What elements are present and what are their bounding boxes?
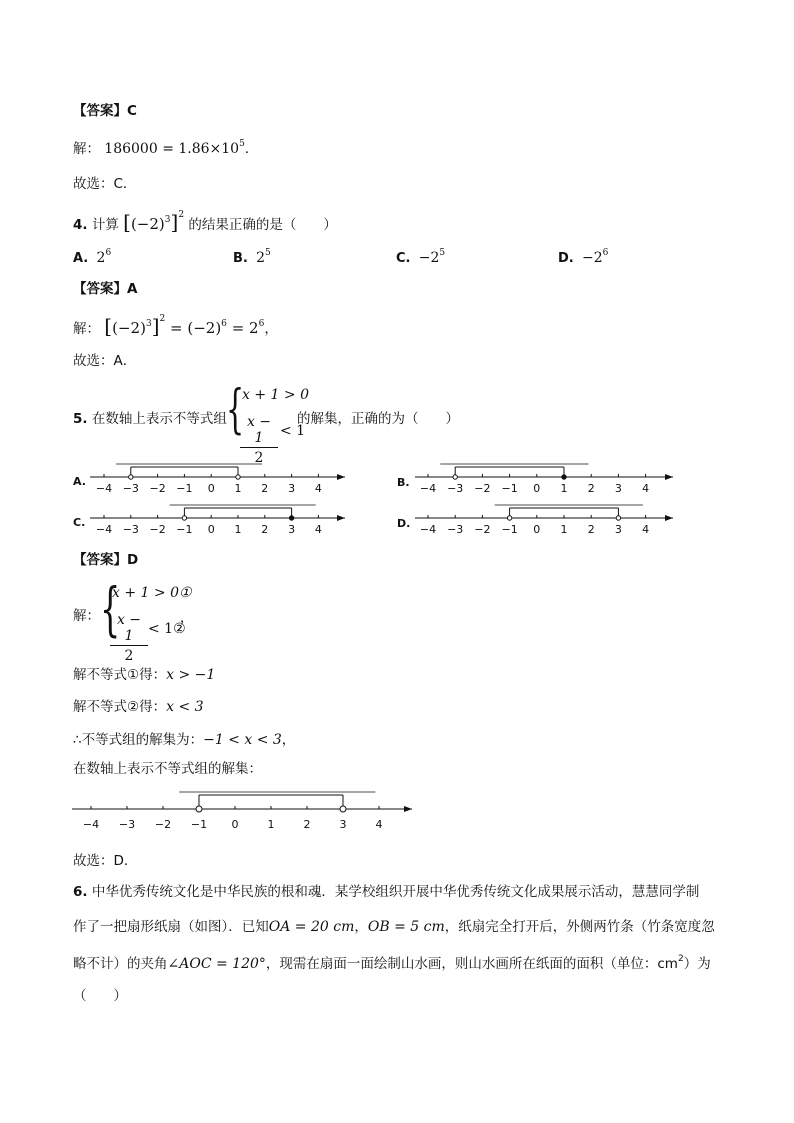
tick-label-5B-1: −3 xyxy=(447,482,464,495)
conclusion-q4: 故选：A． xyxy=(73,353,137,369)
question-6-line-2: 作了一把扇形纸扇（如图）．已知OA = 20 cm，OB = 5 cm，纸扇完全打开后，外侧两竹条（竹条宽度忽 xyxy=(73,919,715,935)
tick-label-5B-4: 0 xyxy=(533,482,541,495)
tick-label-5A-8: 4 xyxy=(314,482,322,495)
tick-label-ans-3: −1 xyxy=(190,818,208,831)
tick-label-5C-2: −2 xyxy=(149,523,166,536)
tick-label-5B-6: 2 xyxy=(587,482,595,495)
option-b: B. xyxy=(397,476,410,489)
endpoint-right-ans xyxy=(340,806,346,812)
question-5-stem-suffix: 的解集，正确的为（ ） xyxy=(297,411,459,427)
option-a: A. $2^6$ xyxy=(73,248,112,266)
tick-label-5B-8: 4 xyxy=(642,482,650,495)
system-brace: { xyxy=(226,380,245,440)
tick-label-ans-7: 3 xyxy=(339,818,347,831)
solution-line-q4: 解： $[(-2)^3]^2 = (-2)^6 = 2^6$， xyxy=(73,314,278,338)
solution-system-brace: { xyxy=(100,575,121,643)
tick-label-5A-1: −3 xyxy=(122,482,139,495)
solution-line-q3: 解： $186000 = 1.86\times 10^5$． xyxy=(73,139,259,157)
tick-label-ans-2: −2 xyxy=(154,818,172,831)
tick-label-5B-2: −2 xyxy=(474,482,491,495)
tick-label-5D-7: 3 xyxy=(614,523,622,536)
tick-label-5D-2: −2 xyxy=(474,523,491,536)
option-c: C. xyxy=(73,516,86,529)
conclusion-q5: 故选：D． xyxy=(73,853,138,869)
endpoint-left-ans xyxy=(196,806,202,812)
solution-inequality-2-rhs: < 1② xyxy=(148,621,186,637)
solution-expression: $186000 = 1.86\times 10^5$ xyxy=(104,139,245,157)
tick-label-5D-4: 0 xyxy=(533,523,541,536)
inequality-1: x + 1 > 0 xyxy=(242,387,309,403)
tick-label-ans-1: −3 xyxy=(118,818,136,831)
answer-line-q5: 【答案】D xyxy=(73,552,139,568)
tick-label-5D-3: −1 xyxy=(501,523,518,536)
endpoint-left-5B xyxy=(453,475,457,479)
axis-arrow-5D xyxy=(665,515,673,521)
step-4: 在数轴上表示不等式组的解集： xyxy=(73,761,262,777)
tick-label-5B-5: 1 xyxy=(560,482,568,495)
tick-label-ans-5: 1 xyxy=(267,818,275,831)
tick-label-ans-6: 2 xyxy=(303,818,311,831)
step-2: 解不等式②得：x < 3 xyxy=(73,699,204,715)
axis-arrow-5A xyxy=(337,474,345,480)
tick-label-ans-4: 0 xyxy=(231,818,239,831)
tick-label-5A-6: 2 xyxy=(261,482,269,495)
tick-label-5A-4: 0 xyxy=(207,482,215,495)
answer-choice: D xyxy=(127,552,139,568)
endpoint-left-5C xyxy=(182,516,186,520)
tick-label-5B-7: 3 xyxy=(614,482,622,495)
endpoint-right-5B xyxy=(562,475,566,479)
endpoint-right-5D xyxy=(616,516,620,520)
option-b: B. $2^5$ xyxy=(233,248,271,266)
tick-label-5D-5: 1 xyxy=(560,523,568,536)
tick-label-5A-7: 3 xyxy=(288,482,296,495)
tick-label-ans-0: −4 xyxy=(82,818,100,831)
solution-inequality-1: x + 1 > 0① xyxy=(112,585,192,601)
endpoint-left-5D xyxy=(507,516,511,520)
answer-line-q4: 【答案】A xyxy=(73,281,138,297)
tick-label-5C-8: 4 xyxy=(314,523,322,536)
endpoint-left-5A xyxy=(129,475,133,479)
question-4-stem: 4. 计算 $[(-2)^3]^2$ 的结果正确的是（ ） xyxy=(73,210,337,234)
axis-arrow-5B xyxy=(665,474,673,480)
step-1: 解不等式①得：x > −1 xyxy=(73,667,216,683)
endpoint-right-5C xyxy=(289,516,293,520)
option-a: A. xyxy=(73,475,86,488)
conclusion-q3: 故选：C． xyxy=(73,176,137,192)
tick-label-5C-1: −3 xyxy=(122,523,139,536)
option-d: D. xyxy=(397,517,411,530)
tick-label-5D-1: −3 xyxy=(447,523,464,536)
tick-label-5A-0: −4 xyxy=(95,482,113,495)
solution-label-q5: 解： xyxy=(73,608,100,624)
tick-label-5D-8: 4 xyxy=(642,523,650,536)
tick-label-5B-3: −1 xyxy=(501,482,518,495)
tick-label-5C-5: 1 xyxy=(234,523,242,536)
tick-label-5C-0: −4 xyxy=(95,523,113,536)
question-6-line-3: 略不计）的夹角∠AOC = 120°，现需在扇面一面绘制山水画，则山水画所在纸面的面积（单位：$cm^2$）为 xyxy=(73,954,711,972)
answer-tag: 【答案】 xyxy=(73,103,127,119)
answer-choice: A xyxy=(127,281,138,297)
stem-expression: $[(-2)^3]^2$ xyxy=(123,210,185,234)
tick-label-5D-6: 2 xyxy=(587,523,595,536)
axis-arrow-ans xyxy=(404,806,412,812)
tick-label-5A-5: 1 xyxy=(234,482,242,495)
tick-label-ans-8: 4 xyxy=(375,818,383,831)
tick-label-5A-3: −1 xyxy=(176,482,193,495)
tick-label-5C-7: 3 xyxy=(288,523,296,536)
endpoint-right-5A xyxy=(236,475,240,479)
question-5-stem-prefix: 5. 在数轴上表示不等式组 xyxy=(73,411,227,427)
option-d: D. $-2^6$ xyxy=(558,248,609,266)
tick-label-5C-6: 2 xyxy=(261,523,269,536)
question-number: 4. xyxy=(73,217,88,233)
step-3: ∴不等式组的解集为：−1 < x < 3， xyxy=(73,732,296,748)
question-6-line-4: （ ） xyxy=(73,988,127,1004)
solution-inequality-2-fraction: $\frac{x - 1}{2}$ xyxy=(110,612,148,664)
tick-label-5C-4: 0 xyxy=(207,523,215,536)
option-c: C. $-2^5$ xyxy=(396,248,446,266)
answer-choice: C xyxy=(127,103,137,119)
tick-label-5C-3: −1 xyxy=(176,523,193,536)
tick-label-5A-2: −2 xyxy=(149,482,166,495)
tick-label-5D-0: −4 xyxy=(419,523,437,536)
tick-label-5B-0: −4 xyxy=(419,482,437,495)
question-6-line-1: 6. 中华优秀传统文化是中华民族的根和魂．某学校组织开展中华优秀传统文化成果展示活动，慧慧同学制 xyxy=(73,884,700,900)
inequality-2-rhs: < 1 xyxy=(280,423,306,439)
inequality-2-fraction: $\frac{x - 1}{2}$ xyxy=(240,414,278,466)
axis-arrow-5C xyxy=(337,515,345,521)
